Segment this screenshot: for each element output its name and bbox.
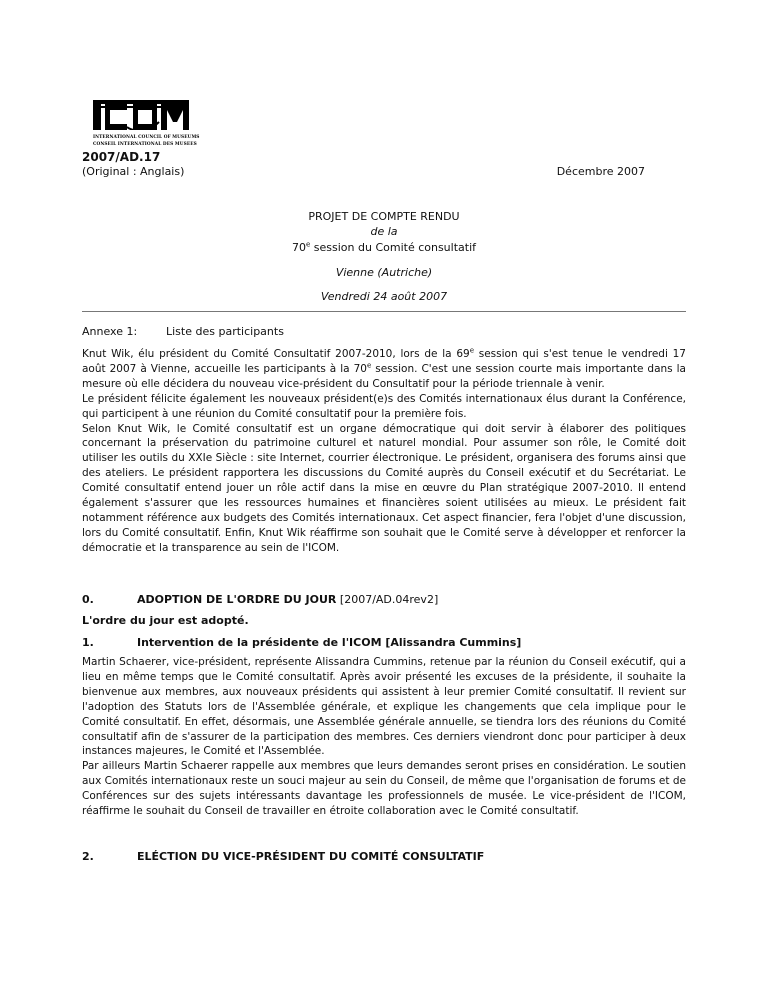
title-line-1: PROJET DE COMPTE RENDU: [308, 210, 460, 223]
section-number: 0.: [82, 593, 94, 606]
intro-paragraph-3: Selon Knut Wik, le Comité consultatif est un organe démocratique qui doit servir à élaborer des politiques concernant la préservation du patrimoine culturel et naturel mondial. Pour assumer son rôle, le Comité doit utiliser les outils du XXIe Siècle : site Internet, courrier électronique. Le président, organisera des forums ainsi que des ateliers. Le président rapportera les discussions du Comité auprès du Conseil exécutif et du Secrétariat. Le Comité consultatif entend jouer un rôle actif dans la mise en œuvre du Plan stratégique 2007-2010. Il entend également s'assurer que les ressources humaines et financières soient utilisées au mieux. Le président fait notamment référence aux budgets des Comités internationaux. Cet aspect financier, fera l'objet d'une discussion, lors du Comité consultatif. Enfin, Knut Wik réaffirme son souhait que le Comité serve à développer et renforcer la démocratie et la transparence au sein de l'ICOM.: [82, 422, 686, 554]
section-title: ELÉCTION DU VICE-PRÉSIDENT DU COMITÉ CONSULTATIF: [137, 850, 485, 863]
header-divider: [82, 311, 686, 312]
section-number: 1.: [82, 636, 94, 649]
annex-text: Liste des participants: [166, 325, 284, 338]
logo-line-fr: CONSEIL INTERNATIONAL DES MUSEES: [93, 142, 197, 147]
meeting-location: Vienne (Autriche): [335, 266, 433, 279]
section-title: Intervention de la présidente de l'ICOM [Alissandra Cummins]: [137, 636, 522, 649]
session-text: session du Comité consultatif: [310, 241, 477, 254]
session-sup: e: [305, 240, 311, 249]
intro-paragraph-1: Knut Wik, élu président du Comité Consultatif 2007-2010, lors de la 69e session qui s'est tenue le vendredi 17 août 2007 à Vienne, accueille les participants à la 70e session. C'est une session courte mais importante dans la mesure où elle décidera du nouveau vice-président du Consultatif pour la période triennale à venir.: [82, 346, 686, 390]
section-title: ADOPTION DE L'ORDRE DU JOUR [2007/AD.04rev2]: [137, 593, 439, 606]
section-1-paragraph-2: Par ailleurs Martin Schaerer rappelle aux membres que leurs demandes seront prises en considération. Le soutien aux Comités internationaux reste un souci majeur au sein du Conseil, de même que l'organisation de forums et de Conférences sur des sujets intéressants davantage les professionnels de musée. Le vice-président de l'ICOM, réaffirme le souhait du Conseil de travailler en étroite collaboration avec le Comité consultatif.: [82, 760, 686, 818]
meeting-day: Vendredi 24 août 2007: [320, 290, 448, 303]
document-date: Décembre 2007: [556, 165, 645, 178]
logo-line-en: INTERNATIONAL COUNCIL OF MUSEUMS: [93, 135, 200, 140]
intro-paragraph-2: Le président félicite également les nouveaux président(e)s des Comités internationaux élus durant la Conférence, qui participent à une réunion du Comité consultatif pour la première fois.: [82, 392, 686, 420]
annex-label: Annexe 1:: [82, 325, 138, 338]
original-language: (Original : Anglais): [82, 165, 185, 178]
title-line-3: [82, 241, 686, 254]
title-line-2: de la: [370, 225, 398, 238]
section-number: 2.: [82, 850, 94, 863]
document-reference: 2007/AD.17: [82, 150, 161, 164]
icom-logo-icon: [93, 100, 189, 130]
icom-logo: [93, 100, 200, 150]
agenda-adopted: L'ordre du jour est adopté.: [82, 614, 249, 627]
section-1-paragraph-1: Martin Schaerer, vice-président, représente Alissandra Cummins, retenue par la réunion du Conseil exécutif, qui a lieu en même temps que le Comité consultatif. Après avoir présenté les excuses de la présidente, il souhaite la bienvenue aux membres, aux nouveaux présidents qui assistent à leur premier Comité consultatif. Il revient sur l'adoption des Statuts lors de l'Assemblée générale, et explique les changements que cela implique pour le Comité consultatif. En effet, désormais, une Assemblée générale annuelle, se tiendra lors des réunions du Comité consultatif afin de s'assurer de la participation des membres. Ces derniers viendront donc pour participer à deux instances majeures, le Comité et l'Assemblée.: [82, 656, 686, 758]
session-number: 70: [291, 241, 306, 254]
section-1-body: [82, 655, 686, 819]
intro-block: [82, 347, 686, 556]
